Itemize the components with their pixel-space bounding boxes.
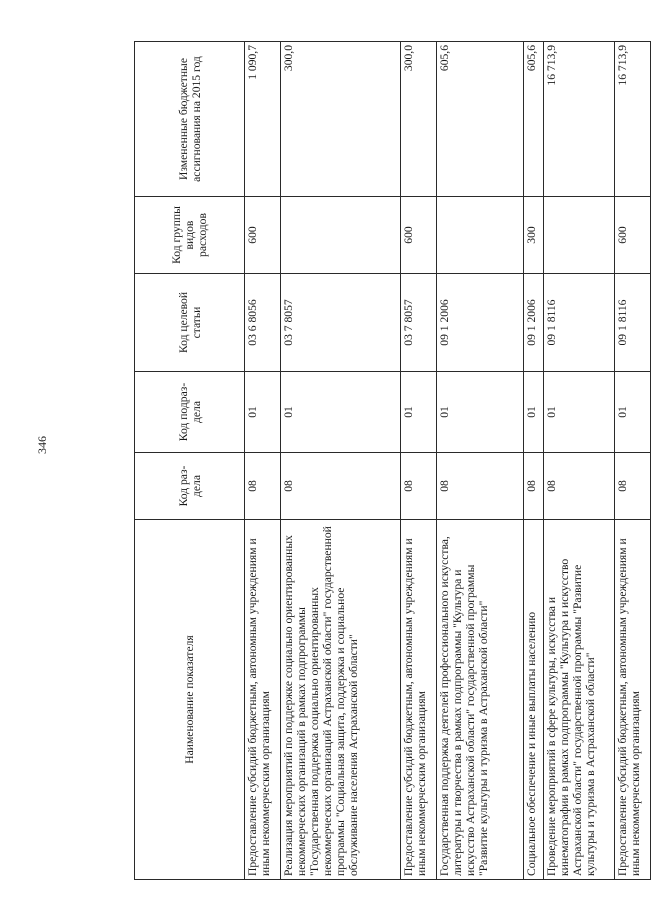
table-row [615, 42, 651, 880]
table-row [437, 42, 524, 880]
row-amount: 16 713,9 [615, 42, 651, 197]
row-expense-group-code: 600 [401, 197, 437, 274]
row-target-code: 09 1 8116 [544, 274, 615, 372]
row-subsection-code: 01 [281, 372, 401, 453]
page-number: 346 [35, 436, 49, 454]
row-expense-group-code: 300 [524, 197, 544, 274]
row-section-code: 08 [524, 453, 544, 520]
row-name: Государственная поддержка деятелей профессионального искусства, литературы и творчества в рамках подпрограммы "Культура и искусство Астраханской области" государственной программы "Развитие культуры и туризма в Астраханской области" [437, 520, 524, 880]
table-row [281, 42, 401, 880]
row-target-code: 09 1 8116 [615, 274, 651, 372]
row-subsection-code: 01 [401, 372, 437, 453]
row-amount: 300,0 [401, 42, 437, 197]
row-amount: 605,6 [524, 42, 544, 197]
header-target-code: Код целевой статьи [135, 274, 245, 372]
header-row [135, 42, 245, 880]
row-amount: 16 713,9 [544, 42, 615, 197]
row-section-code: 08 [245, 453, 281, 520]
row-name: Проведение мероприятий в сфере культуры, искусства и кинематографии в рамках подпрограммы "Культура и искусство Астраханской области" государственной программы "Развитие культуры и туризма в Астраханской области" [544, 520, 615, 880]
row-name: Предоставление субсидий бюджетным, автономным учреждениям и иным некоммерческим организациям [615, 520, 651, 880]
table-row [544, 42, 615, 880]
row-subsection-code: 01 [615, 372, 651, 453]
header-amount: Измененные бюджетные ассигнования на 2015 год [135, 42, 245, 197]
row-target-code: 09 1 2006 [437, 274, 524, 372]
row-name: Предоставление субсидий бюджетным, автономным учреждениям и иным некоммерческим организациям [401, 520, 437, 880]
row-target-code: 09 1 2006 [524, 274, 544, 372]
header-expense-group-code: Код группы видов расходов [135, 197, 245, 274]
row-expense-group-code: 600 [245, 197, 281, 274]
row-expense-group-code [437, 197, 524, 274]
row-amount: 300,0 [281, 42, 401, 197]
row-name: Реализация мероприятий по поддержке социально ориентированных некоммерческих организаций в рамках подпрограммы "Государственная поддержка социально ориентированных некоммерческих организаций Астраханской области" государственной программы "Социальная защита, поддержка и социальное обслуживание населения Астраханской области" [281, 520, 401, 880]
header-section-code: Код раз-дела [135, 453, 245, 520]
row-expense-group-code: 600 [615, 197, 651, 274]
header-name: Наименование показателя [135, 520, 245, 880]
row-name: Предоставление субсидий бюджетным, автономным учреждениям и иным некоммерческим организациям [245, 520, 281, 880]
row-section-code: 08 [615, 453, 651, 520]
row-section-code: 08 [437, 453, 524, 520]
row-target-code: 03 6 8056 [245, 274, 281, 372]
row-amount: 605,6 [437, 42, 524, 197]
row-expense-group-code [544, 197, 615, 274]
row-amount: 1 090,7 [245, 42, 281, 197]
row-target-code: 03 7 8057 [401, 274, 437, 372]
row-section-code: 08 [544, 453, 615, 520]
budget-table [134, 41, 651, 880]
row-subsection-code: 01 [524, 372, 544, 453]
row-subsection-code: 01 [245, 372, 281, 453]
table-row [401, 42, 437, 880]
row-subsection-code: 01 [437, 372, 524, 453]
row-subsection-code: 01 [544, 372, 615, 453]
row-target-code: 03 7 8057 [281, 274, 401, 372]
rotated-page [134, 42, 642, 880]
row-name: Социальное обеспечение и иные выплаты населению [524, 520, 544, 880]
row-section-code: 08 [401, 453, 437, 520]
row-section-code: 08 [281, 453, 401, 520]
table-row [524, 42, 544, 880]
table-row [245, 42, 281, 880]
row-expense-group-code [281, 197, 401, 274]
header-subsection-code: Код подраз-дела [135, 372, 245, 453]
